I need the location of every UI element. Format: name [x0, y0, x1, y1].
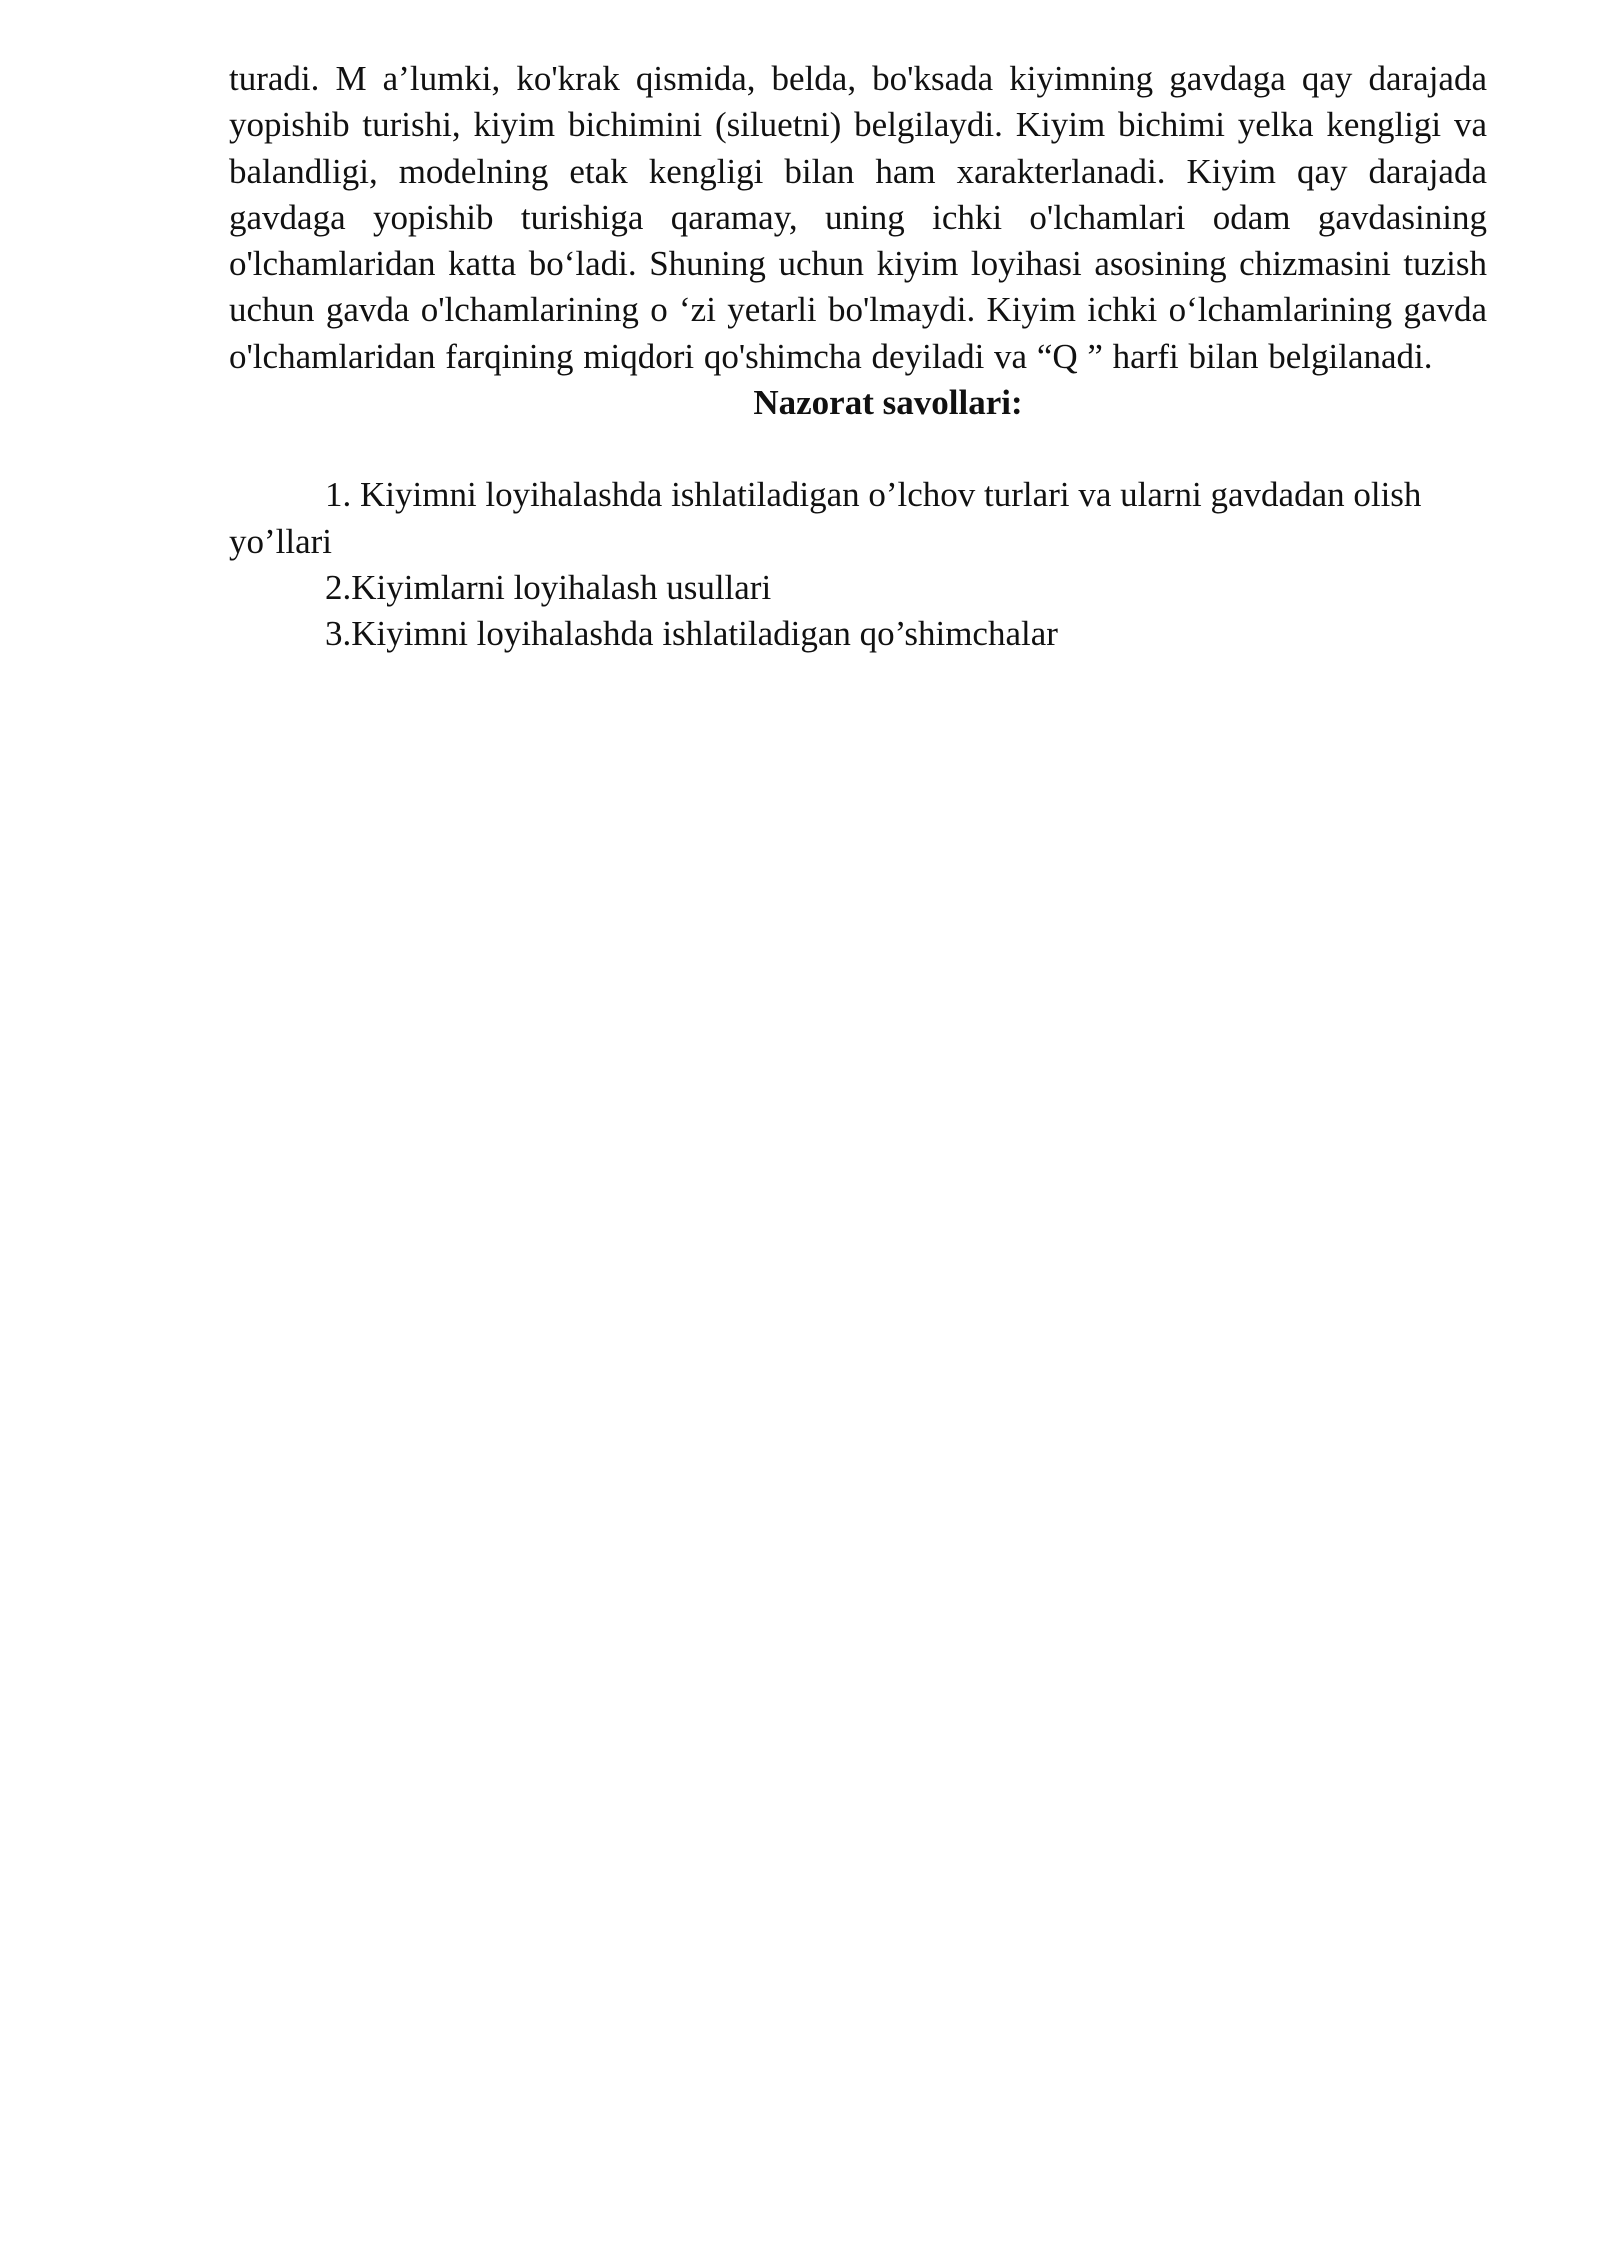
blank-line — [229, 426, 1487, 472]
question-item-3: 3.Kiyimni loyihalashda ishlatiladigan qo’shimchalar — [325, 614, 1058, 654]
section-heading: Nazorat savollari: — [753, 383, 1023, 423]
document-body — [229, 56, 1487, 658]
question-item-1: 1. Kiyimni loyihalashda ishlatiladigan o’lchov turlari va ularni gavdadan olish yo’llari — [229, 475, 1422, 561]
body-paragraph: turadi. M a’lumki, ko'krak qismida, belda, bo'ksada kiyimning gavdaga qay darajada yopishib turishi, kiyim bichimini (siluetni) belgilaydi. Kiyim bichimi yelka kengligi va balandligi, modelning etak kengligi bilan ham xarakterlanadi. Kiyim qay darajada gavdaga yopishib turishiga qaramay, uning ichki o'lchamlari odam gavdasining o'lchamlaridan katta bo‘ladi. Shuning uchun kiyim loyihasi asosining chizmasini tuzish uchun gavda o'lchamlarining o ‘zi yetarli bo'lmaydi. Kiyim ichki o‘lchamlarining gavda o'lchamlaridan farqining miqdori qo'shimcha deyiladi va “Q ” harfi bilan belgilanadi. — [229, 59, 1487, 376]
question-item-2: 2.Kiyimlarni loyihalash usullari — [325, 567, 772, 607]
